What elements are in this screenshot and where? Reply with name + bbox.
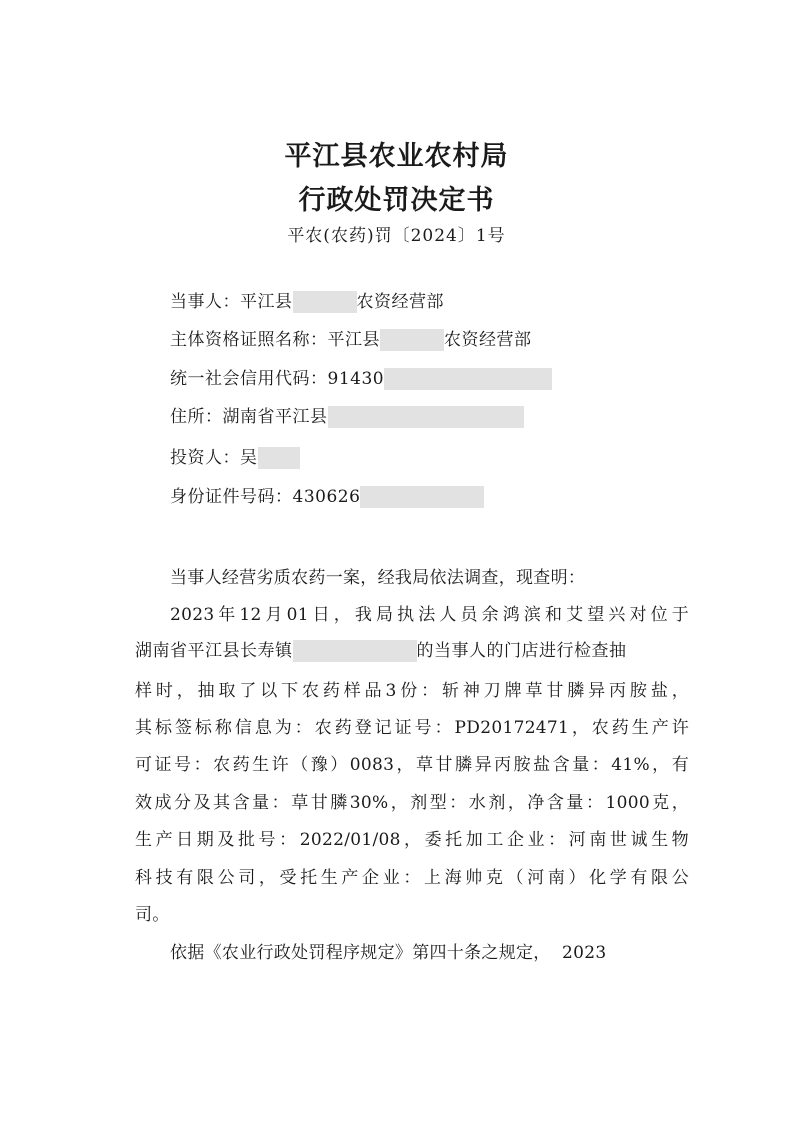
credit-code-line bbox=[170, 368, 552, 390]
redaction-block bbox=[258, 447, 300, 469]
redaction-block bbox=[328, 406, 524, 428]
paragraph-line: 生产日期及批号：2022/01/08，委托加工企业：河南世诚生物 bbox=[135, 830, 689, 850]
redaction-block bbox=[360, 486, 484, 508]
paragraph-line: 可证号：农药生许（豫）0083，草甘膦异丙胺盐含量：41%，有 bbox=[135, 755, 689, 775]
document-number: 平农(农药)罚〔2024〕1号 bbox=[287, 226, 506, 246]
id-number-label: 身份证件号码： bbox=[170, 487, 293, 507]
license-name-suffix: 农资经营部 bbox=[444, 330, 532, 350]
paragraph-line: 当事人经营劣质农药一案，经我局依法调查，现查明： bbox=[170, 568, 586, 588]
redaction-block bbox=[293, 640, 417, 662]
paragraph-line: 科技有限公司，受托生产企业：上海帅克（河南）化学有限公 bbox=[135, 868, 689, 888]
investor-label: 投资人： bbox=[170, 448, 240, 468]
id-number-line bbox=[170, 486, 484, 508]
redaction-block bbox=[380, 329, 444, 351]
license-name-prefix: 平江县 bbox=[327, 330, 380, 350]
redaction-block bbox=[293, 291, 357, 313]
paragraph-text: 湖南省平江县长寿镇 bbox=[135, 641, 293, 661]
party-name-label: 当事人： bbox=[170, 292, 240, 312]
license-name-label: 主体资格证照名称： bbox=[170, 330, 328, 350]
address-prefix: 湖南省平江县 bbox=[222, 407, 328, 427]
paragraph-line: 样时，抽取了以下农药样品3份：斩神刀牌草甘膦异丙胺盐， bbox=[135, 681, 689, 701]
address-line bbox=[170, 406, 524, 428]
paragraph-text: 的当事人的门店进行检查抽 bbox=[416, 641, 627, 661]
address-label: 住所： bbox=[170, 407, 223, 427]
paragraph-line: 司。 bbox=[135, 905, 170, 925]
paragraph-line: 效成分及其含量：草甘膦30%，剂型：水剂，净含量：1000克， bbox=[135, 793, 689, 813]
party-name-line bbox=[170, 291, 444, 313]
party-name-suffix: 农资经营部 bbox=[356, 292, 444, 312]
license-name-line bbox=[170, 329, 532, 351]
paragraph-line: 其标签标称信息为：农药登记证号：PD20172471，农药生产许 bbox=[135, 718, 689, 738]
agency-title: 平江县农业农村局 bbox=[284, 141, 509, 172]
paragraph-line: 2023年12月01日，我局执法人员余鸿滨和艾望兴对位于 bbox=[170, 605, 689, 625]
credit-code-label: 统一社会信用代码： bbox=[170, 369, 328, 389]
redaction-block bbox=[384, 368, 552, 390]
paragraph-line bbox=[135, 640, 627, 662]
investor-line bbox=[170, 447, 300, 469]
party-name-prefix: 平江县 bbox=[240, 292, 293, 312]
id-number-prefix: 430626 bbox=[292, 487, 361, 507]
document-type-title: 行政处罚决定书 bbox=[298, 185, 495, 216]
credit-code-prefix: 91430 bbox=[327, 369, 385, 389]
investor-prefix: 吴 bbox=[240, 448, 258, 468]
paragraph-line: 依据《农业行政处罚程序规定》第四十条之规定， 2023 bbox=[170, 943, 607, 963]
